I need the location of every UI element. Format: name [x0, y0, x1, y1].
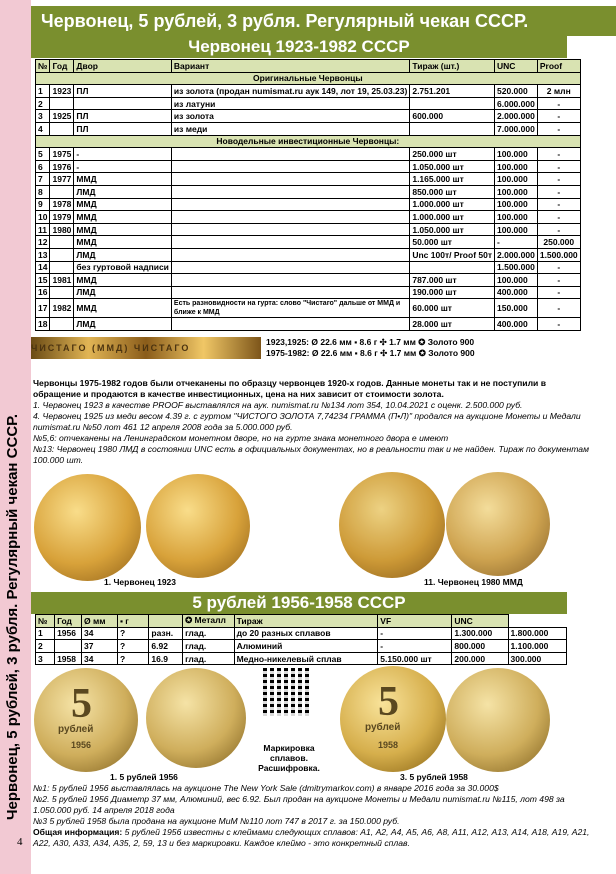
note-1: 1. Червонец 1923 в качестве PROOF выставлялся на аук. numismat.ru №134 лот 354, 10.04.2021 с оценк. 2.500.000 руб.: [33, 400, 523, 410]
note-5r-3: №3 5 рублей 1958 была продана на аукционе МиМ №110 лот 747 в 2017 г. за 150.000 руб.: [33, 816, 400, 826]
column-header: №: [36, 60, 50, 73]
table-cell: 3: [36, 110, 50, 123]
table-cell: -: [74, 160, 172, 173]
table-cell: 1: [36, 627, 55, 640]
table-cell: [50, 318, 74, 331]
table-cell: [171, 211, 409, 224]
table-cell: 100.000: [495, 185, 538, 198]
table-cell: ММД: [74, 236, 172, 249]
column-header: Год: [50, 60, 74, 73]
column-header: ▪ г: [117, 615, 148, 628]
table-cell: -: [537, 185, 580, 198]
table-cell: ММД: [74, 274, 172, 287]
table-cell: 600.000: [410, 110, 495, 123]
column-header: Тираж: [234, 615, 378, 628]
table-row: [36, 223, 581, 236]
table-row: [36, 198, 581, 211]
table-cell: 16.9: [149, 652, 183, 665]
table-cell: [50, 236, 74, 249]
table-cell: без гуртовой надписи: [74, 261, 172, 274]
table-cell: -: [537, 173, 580, 186]
table-cell: 28.000 шт: [410, 318, 495, 331]
table-cell: -: [537, 223, 580, 236]
table-row: [36, 148, 581, 161]
coin-image-chervonets-1980-reverse: [446, 472, 550, 576]
table-cell: [55, 640, 82, 653]
table-cell: Медно-никелевый сплав: [234, 652, 378, 665]
table-cell: 3: [36, 652, 55, 665]
table-cell: [171, 148, 409, 161]
table-cell: 12: [36, 236, 50, 249]
table-cell: [50, 97, 74, 110]
note-13: №13: Червонец 1980 ЛМД в состоянии UNC есть в официальных документах, но в реальности так и не найден. Тираж по документам 100.000 шт.: [33, 444, 589, 465]
general-info: 5 рублей 1956 известны с клеймами следующих сплавов: А1, А2, А4, А5, А6, А8, А11, А12, А13, А14, А18, А19, А21, А22, А30, А33, А34, А35, 2, 59, 13 и без маркировки. Каждое клеймо - это конкретный сплав.: [33, 827, 590, 848]
table-cell: Алюминий: [234, 640, 378, 653]
note-4: 4. Червонец 1925 из меди весом 4.39 г. с гуртом "ЧИСТОГО ЗОЛОТА 7,74234 ГРАММА (П•Л)" продался на аукционе Монеты и Медали numismat.ru №50 лот 461 12 апреля 2008 года за 5.000.000 руб.: [33, 411, 581, 432]
table-cell: из меди: [171, 122, 409, 135]
column-header: Ø мм: [82, 615, 118, 628]
table-cell: 7: [36, 173, 50, 186]
table-cell: 1978: [50, 198, 74, 211]
table-cell: 100.000: [495, 211, 538, 224]
table-cell: 1.050.000 шт: [410, 160, 495, 173]
table-cell: 9: [36, 198, 50, 211]
table-cell: 400.000: [495, 286, 538, 299]
table-cell: [171, 248, 409, 261]
table-cell: -: [495, 236, 538, 249]
coin-numeral-1956: 5: [71, 681, 92, 727]
table-cell: ПЛ: [74, 110, 172, 123]
sidebar: [0, 0, 31, 874]
table-cell: 37: [82, 640, 118, 653]
table-cell: 2 млн: [537, 85, 580, 98]
table-row: [36, 211, 581, 224]
table-cell: [171, 198, 409, 211]
table-cell: 1979: [50, 211, 74, 224]
table-cell: -: [537, 148, 580, 161]
table-cell: 14: [36, 261, 50, 274]
page-number: 4: [17, 836, 23, 848]
table-row: [36, 160, 581, 173]
table-cell: 1.000.000 шт: [410, 211, 495, 224]
table-cell: 34: [82, 652, 118, 665]
table-cell: до 20 разных сплавов: [234, 627, 378, 640]
table-cell: из золота (продан numismat.ru аук 149, лот 19, 25.03.23): [171, 85, 409, 98]
table-cell: 1923: [50, 85, 74, 98]
table-cell: [171, 318, 409, 331]
table-cell: 50.000 шт: [410, 236, 495, 249]
table-cell: 18: [36, 318, 50, 331]
table-row: [36, 627, 567, 640]
table-cell: 7.000.000: [495, 122, 538, 135]
coin-image-chervonets-1923-obverse: [34, 474, 141, 581]
table-cell: [410, 97, 495, 110]
table-cell: 8: [36, 185, 50, 198]
table-cell: 1.500.000: [537, 248, 580, 261]
table-cell: [171, 286, 409, 299]
table-cell: -: [537, 198, 580, 211]
column-header: ✪ Металл: [183, 615, 235, 628]
table-cell: -: [537, 160, 580, 173]
table-cell: -: [378, 627, 452, 640]
section-title-chervonets: Червонец 1923-1982 СССР: [31, 36, 567, 58]
table-cell: 200.000: [452, 652, 508, 665]
table-row: [36, 318, 581, 331]
table-cell: глад.: [183, 627, 235, 640]
table-cell: ЛМД: [74, 286, 172, 299]
table-cell: глад.: [183, 652, 235, 665]
table-cell: 13: [36, 248, 50, 261]
table-cell: 150.000: [495, 299, 538, 318]
table-row: [36, 299, 581, 318]
sidebar-title: Червонец, 5 рублей, 3 рубля. Регулярный чекан СССР.: [4, 413, 21, 820]
table-cell: из золота: [171, 110, 409, 123]
table-cell: 2.000.000: [495, 248, 538, 261]
note-main: Червонцы 1975-1982 годов были отчеканены по образцу червонцев 1920-х годов. Данные монеты так и не поступили в обращение и продаются в качестве инвестиционных, цена на них зависит от стоимости золота.: [33, 378, 546, 399]
table-cell: глад.: [183, 640, 235, 653]
column-header: UNC: [495, 60, 538, 73]
coin-word-1958: рублей: [365, 722, 401, 733]
table-cell: 5: [36, 148, 50, 161]
table-cell: 100.000: [495, 173, 538, 186]
table-cell: [50, 286, 74, 299]
table-cell: -: [378, 640, 452, 653]
table-cell: [171, 236, 409, 249]
table-cell: ЛМД: [74, 248, 172, 261]
table-cell: 1.050.000 шт: [410, 223, 495, 236]
table-cell: 2.751.201: [410, 85, 495, 98]
table-cell: [171, 223, 409, 236]
table-cell: 11: [36, 223, 50, 236]
table-row: [36, 286, 581, 299]
table-cell: [410, 261, 495, 274]
subheader-new-issues-label: Новодельные инвестиционные Червонцы:: [36, 135, 581, 148]
notes-chervonets: [33, 378, 593, 466]
table-cell: ?: [117, 652, 148, 665]
table-cell: 1.300.000: [452, 627, 508, 640]
table-cell: 17: [36, 299, 50, 318]
table-cell: -: [537, 211, 580, 224]
column-header: Вариант: [171, 60, 409, 73]
five-rubles-table: [35, 614, 567, 665]
table-cell: 1977: [50, 173, 74, 186]
table-cell: 6: [36, 160, 50, 173]
table-row: [36, 122, 581, 135]
table-cell: ПЛ: [74, 85, 172, 98]
table-cell: [50, 185, 74, 198]
table-cell: ЛМД: [74, 185, 172, 198]
table-cell: [50, 248, 74, 261]
table-cell: -: [537, 299, 580, 318]
table-cell: 60.000 шт: [410, 299, 495, 318]
specs-line-1: 1923,1925: Ø 22.6 мм ▪ 8.6 г ✣ 1.7 мм ✪ Золото 900: [266, 337, 475, 347]
coin-image-5-rubles-1956-reverse: [146, 668, 246, 768]
table-cell: 1980: [50, 223, 74, 236]
table-cell: 5.150.000 шт: [378, 652, 452, 665]
table-row: [36, 248, 581, 261]
column-header: [149, 615, 183, 628]
table-cell: из латуни: [171, 97, 409, 110]
table-cell: 100.000: [495, 198, 538, 211]
coin-year-1956: 1956: [71, 740, 92, 750]
table-cell: -: [537, 97, 580, 110]
table-cell: ?: [117, 627, 148, 640]
table-cell: ММД: [74, 223, 172, 236]
table-cell: 800.000: [452, 640, 508, 653]
caption-chervonets-1923: 1. Червонец 1923: [104, 577, 177, 587]
notes-5-rubles: [33, 783, 593, 849]
table-cell: [50, 261, 74, 274]
table-cell: ММД: [74, 211, 172, 224]
table-row: [36, 236, 581, 249]
table-row: [36, 640, 567, 653]
table-cell: 2: [36, 97, 50, 110]
table-cell: 1975: [50, 148, 74, 161]
subheader-new-issues: [36, 135, 581, 148]
coin-word-1956: рублей: [58, 724, 94, 735]
table-cell: разн.: [149, 627, 183, 640]
specs-line-2: 1975-1982: Ø 22.6 мм ▪ 8.6 г ✣ 1.7 мм ✪ Золото 900: [266, 348, 475, 358]
table-cell: [171, 261, 409, 274]
table-row: [36, 97, 581, 110]
table-row: [36, 173, 581, 186]
table-cell: 16: [36, 286, 50, 299]
coin-year-1958: 1958: [378, 740, 399, 750]
table-cell: 850.000 шт: [410, 185, 495, 198]
column-header: Двор: [74, 60, 172, 73]
table-cell: 520.000: [495, 85, 538, 98]
table-cell: [74, 97, 172, 110]
column-header: Год: [55, 615, 82, 628]
coin-image-5-rubles-1958-reverse: [446, 668, 550, 772]
caption-5-rubles-1958: 3. 5 рублей 1958: [400, 772, 468, 782]
table-cell: 1958: [55, 652, 82, 665]
column-header: №: [36, 615, 55, 628]
table-cell: -: [537, 286, 580, 299]
table-cell: 100.000: [495, 148, 538, 161]
table-cell: -: [74, 148, 172, 161]
table-cell: 10: [36, 211, 50, 224]
table-cell: [410, 122, 495, 135]
table-cell: 1925: [50, 110, 74, 123]
table-cell: 1.500.000: [495, 261, 538, 274]
subheader-original-label: Оригинальные Червонцы: [36, 72, 581, 85]
table-cell: 1982: [50, 299, 74, 318]
table-cell: ?: [117, 640, 148, 653]
table-cell: 6.000.000: [495, 97, 538, 110]
chervonets-table: [35, 59, 581, 331]
table-cell: 300.000: [508, 652, 566, 665]
table-cell: 100.000: [495, 274, 538, 287]
table-row: [36, 261, 581, 274]
table-cell: 1.800.000: [508, 627, 566, 640]
section-title-5-rubles: 5 рублей 1956-1958 СССР: [31, 592, 567, 614]
qr-code-pattern: [263, 668, 311, 716]
page-title: Червонец, 5 рублей, 3 рубля. Регулярный чекан СССР.: [31, 6, 616, 36]
table-cell: 4: [36, 122, 50, 135]
qr-caption: Маркировка сплавов. Расшифровка.: [258, 743, 320, 773]
table-cell: ПЛ: [74, 122, 172, 135]
caption-chervonets-1980: 11. Червонец 1980 ММД: [424, 577, 523, 587]
coin-numeral-1958: 5: [378, 679, 399, 725]
table-cell: -: [537, 261, 580, 274]
table-cell: 2: [36, 640, 55, 653]
table-cell: 1956: [55, 627, 82, 640]
table-cell: ММД: [74, 198, 172, 211]
note-5r-1: №1: 5 рублей 1956 выставлялась на аукционе The New York Sale (dmitrymarkov.com) в январе 2016 года за 30.000$: [33, 783, 499, 793]
table-row: [36, 110, 581, 123]
note-5-6: №5,6: отчеканены на Ленинградском монетном дворе, но на гурте знака монетного двора е имеют: [33, 433, 449, 443]
table-cell: 6.92: [149, 640, 183, 653]
coin-image-chervonets-1980-obverse: [339, 472, 445, 578]
table-cell: 2.000.000: [495, 110, 538, 123]
coin-edge-image: ЧИСТАГО (ММД) ЧИСТАГО: [31, 337, 261, 359]
table-cell: 15: [36, 274, 50, 287]
table-cell: 400.000: [495, 318, 538, 331]
subheader-original: [36, 72, 581, 85]
table-row: [36, 652, 567, 665]
table-cell: 250.000: [537, 236, 580, 249]
table-cell: 787.000 шт: [410, 274, 495, 287]
table-cell: ММД: [74, 299, 172, 318]
table-cell: 34: [82, 627, 118, 640]
table-cell: 1.100.000: [508, 640, 566, 653]
table-row: [36, 85, 581, 98]
note-5r-2: №2. 5 рублей 1956 Диаметр 37 мм, Алюминий, вес 6.92. Был продан на аукционе Монеты и Медали numismat.ru №115, лот 498 за 1.050.000 руб. 14 апреля 2018 года: [33, 794, 565, 815]
table-cell: [171, 185, 409, 198]
table-row: [36, 274, 581, 287]
table-cell: 100.000: [495, 223, 538, 236]
table-row: [36, 185, 581, 198]
coin-image-chervonets-1923-reverse: [146, 474, 250, 578]
table-cell: -: [537, 110, 580, 123]
table-cell: Есть разновидности на гурта: слово "Чистаго" дальше от ММД и ближе к ММД: [171, 299, 409, 318]
table-cell: 100.000: [495, 160, 538, 173]
table-cell: 1976: [50, 160, 74, 173]
table-cell: 190.000 шт: [410, 286, 495, 299]
table-cell: 1: [36, 85, 50, 98]
general-label: Общая информация:: [33, 827, 123, 837]
table-cell: ЛМД: [74, 318, 172, 331]
caption-5-rubles-1956: 1. 5 рублей 1956: [110, 772, 178, 782]
column-header: UNC: [452, 615, 508, 628]
table-cell: Unc 100т/ Proof 50т: [410, 248, 495, 261]
table-cell: [50, 122, 74, 135]
table-cell: 250.000 шт: [410, 148, 495, 161]
table-cell: [171, 160, 409, 173]
table-cell: [171, 274, 409, 287]
table-cell: ММД: [74, 173, 172, 186]
table-cell: 1.000.000 шт: [410, 198, 495, 211]
column-header: Proof: [537, 60, 580, 73]
table-cell: [171, 173, 409, 186]
table-cell: -: [537, 122, 580, 135]
table-cell: -: [537, 318, 580, 331]
table-cell: 1.165.000 шт: [410, 173, 495, 186]
column-header: VF: [378, 615, 452, 628]
column-header: Тираж (шт.): [410, 60, 495, 73]
table-cell: 1981: [50, 274, 74, 287]
table-cell: -: [537, 274, 580, 287]
